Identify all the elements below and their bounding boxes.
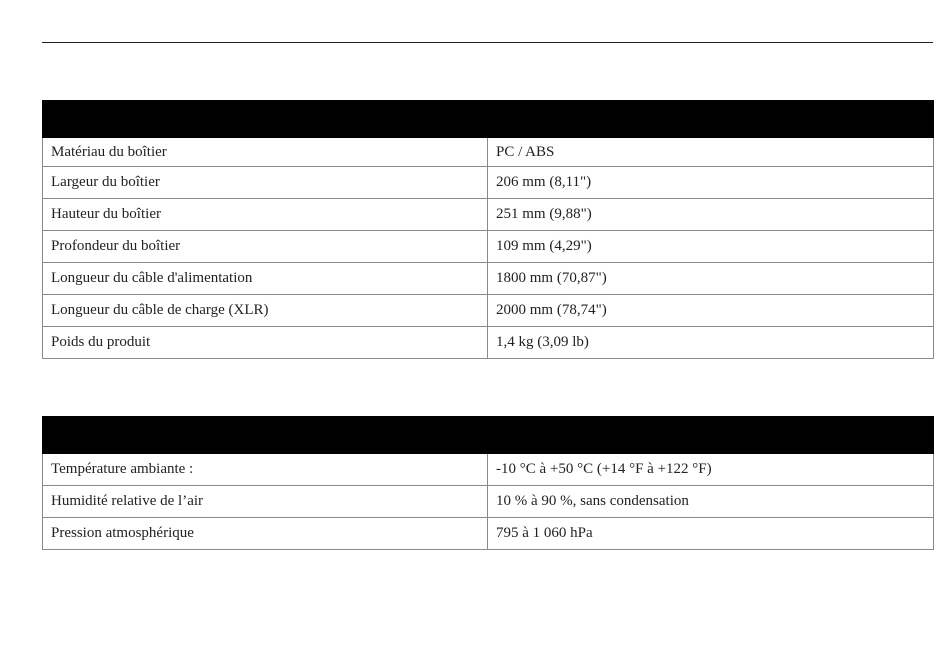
table-row: [43, 486, 934, 518]
row-label: Profondeur du boîtier: [43, 231, 488, 263]
row-label: Longueur du câble d'alimentation: [43, 263, 488, 295]
row-value: 2000 mm (78,74"): [488, 295, 934, 327]
table-row: [43, 518, 934, 550]
table-row: [43, 295, 934, 327]
row-label: Humidité relative de l’air: [43, 486, 488, 518]
row-value: 1800 mm (70,87"): [488, 263, 934, 295]
row-value: 251 mm (9,88"): [488, 199, 934, 231]
row-value: 109 mm (4,29"): [488, 231, 934, 263]
row-value: -10 °C à +50 °C (+14 °F à +122 °F): [488, 454, 934, 486]
row-label: Poids du produit: [43, 327, 488, 359]
row-label: Température ambiante :: [43, 454, 488, 486]
table-row: [43, 327, 934, 359]
table-header: [43, 417, 934, 454]
environment-table: [42, 416, 934, 550]
row-value: PC / ABS: [488, 138, 934, 167]
table-row: [43, 231, 934, 263]
table-header: [43, 101, 934, 138]
row-label: Largeur du boîtier: [43, 167, 488, 199]
dimensions-table: [42, 100, 934, 359]
row-label: Longueur du câble de charge (XLR): [43, 295, 488, 327]
table-row: [43, 454, 934, 486]
row-value: 206 mm (8,11"): [488, 167, 934, 199]
top-divider: [42, 42, 933, 43]
table-row: [43, 199, 934, 231]
row-label: Matériau du boîtier: [43, 138, 488, 167]
row-value: 10 % à 90 %, sans condensation: [488, 486, 934, 518]
row-value: 1,4 kg (3,09 lb): [488, 327, 934, 359]
row-label: Pression atmosphérique: [43, 518, 488, 550]
table-row: [43, 263, 934, 295]
table-row: [43, 167, 934, 199]
row-value: 795 à 1 060 hPa: [488, 518, 934, 550]
row-label: Hauteur du boîtier: [43, 199, 488, 231]
table-header-row: [43, 417, 934, 454]
table-header-row: [43, 101, 934, 138]
table-row: [43, 138, 934, 167]
